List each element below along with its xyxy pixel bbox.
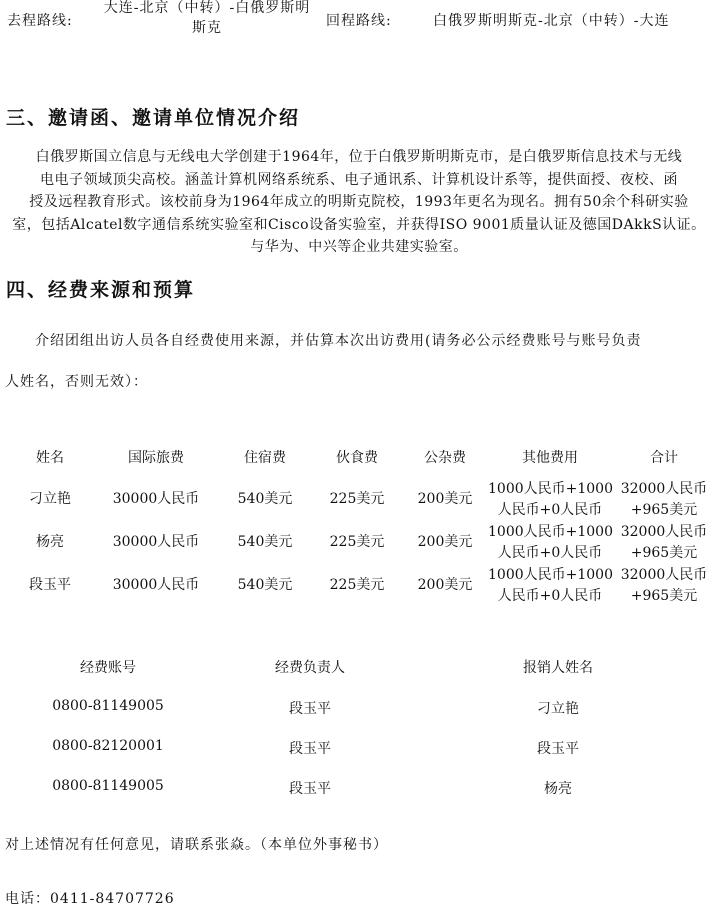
cell-meals: 225美元 [329, 534, 385, 550]
header-name: 姓名 [36, 450, 64, 466]
header-total: 合计 [650, 450, 678, 466]
paragraph-line: 室，包括Alcatel数字通信系统实验室和Cisco设备实验室，并获得ISO 9001质量认证及德国DAkkS认证。 [12, 216, 706, 233]
outbound-route-line2: 斯克 [192, 20, 222, 36]
paragraph-line: 授及远程教育形式。该校前身为1964年成立的明斯克院校，1993年更名为现名。拥有50余个科研实验 [29, 194, 689, 210]
section4-heading: 四、经费来源和预算 [6, 279, 196, 301]
cell-account: 0800-81149005 [52, 698, 164, 714]
header-claimant: 报销人姓名 [523, 660, 593, 676]
cell-total-line2: +965美元 [630, 545, 698, 561]
cell-other-line2: 人民币+0人民币 [497, 502, 603, 518]
cell-travel: 30000人民币 [112, 534, 200, 550]
cell-meals: 225美元 [329, 577, 385, 593]
cell-other-line1: 1000人民币+1000 [488, 567, 613, 583]
cell-total-line1: 32000人民币 [620, 567, 708, 583]
section4-intro-line2: 人姓名，否则无效）： [5, 374, 148, 390]
return-route-label: 回程路线: [326, 13, 392, 29]
cell-name: 杨亮 [36, 534, 64, 550]
cell-other-line2: 人民币+0人民币 [497, 545, 603, 561]
header-manager: 经费负责人 [275, 660, 345, 676]
cell-total-line1: 32000人民币 [620, 524, 708, 540]
cell-lodging: 540美元 [237, 534, 293, 550]
cell-meals: 225美元 [329, 491, 385, 507]
header-account: 经费账号 [80, 660, 136, 676]
header-meals: 伙食费 [336, 450, 378, 466]
cell-claimant: 刁立艳 [537, 701, 579, 717]
paragraph-line: 白俄罗斯国立信息与无线电大学创建于1964年，位于白俄罗斯明斯克市，是白俄罗斯信息技术与无线 [35, 149, 683, 165]
cell-other [488, 522, 612, 564]
cell-account: 0800-82120001 [52, 738, 164, 754]
cell-total-line2: +965美元 [630, 588, 698, 604]
cell-other [488, 565, 612, 607]
cell-lodging: 540美元 [237, 577, 293, 593]
return-route-value: 白俄罗斯明斯克-北京（中转）-大连 [433, 13, 670, 29]
cell-claimant: 段玉平 [537, 741, 579, 757]
contact-note: 对上述情况有任何意见，请联系张焱。（本单位外事秘书） [5, 837, 388, 853]
phone-number: 电话：0411-84707726 [5, 891, 175, 907]
cell-manager: 段玉平 [289, 741, 331, 757]
paragraph-line: 与华为、中兴等企业共建实验室。 [250, 239, 468, 255]
cell-other [488, 479, 612, 521]
cell-manager: 段玉平 [289, 781, 331, 797]
outbound-route-value [94, 0, 320, 38]
cell-manager: 段玉平 [289, 701, 331, 717]
header-lodging: 住宿费 [244, 450, 286, 466]
section4-intro-line1: 介绍团组出访人员各自经费使用来源，并估算本次出访费用(请务必公示经费账号与账号负责 [35, 333, 642, 349]
outbound-route-label: 去程路线: [7, 13, 73, 29]
header-other: 其他费用 [522, 450, 578, 466]
cell-misc: 200美元 [417, 491, 473, 507]
cell-total-line2: +965美元 [630, 502, 698, 518]
cell-name: 刁立艳 [29, 491, 71, 507]
cell-travel: 30000人民币 [112, 491, 200, 507]
cell-lodging: 540美元 [237, 491, 293, 507]
section3-heading: 三、邀请函、邀请单位情况介绍 [6, 107, 301, 129]
cell-claimant: 杨亮 [544, 781, 572, 797]
cell-total [616, 565, 712, 607]
cell-total-line1: 32000人民币 [620, 481, 708, 497]
cell-other-line1: 1000人民币+1000 [488, 524, 613, 540]
paragraph-line: 电电子领域顶尖高校。涵盖计算机网络系统系、电子通讯系、计算机设计系等，提供面授、夜校、函 [40, 171, 678, 188]
header-misc: 公杂费 [424, 450, 466, 466]
cell-name: 段玉平 [29, 577, 71, 593]
cell-account: 0800-81149005 [52, 778, 164, 794]
cell-travel: 30000人民币 [112, 577, 200, 593]
cell-misc: 200美元 [417, 577, 473, 593]
cell-misc: 200美元 [417, 534, 473, 550]
section3-paragraph [2, 146, 716, 259]
header-travel: 国际旅费 [128, 450, 184, 466]
cell-total [616, 479, 712, 521]
cell-other-line2: 人民币+0人民币 [497, 588, 603, 604]
cell-total [616, 522, 712, 564]
outbound-route-line1: 大连-北京（中转）-白俄罗斯明 [103, 0, 311, 16]
cell-other-line1: 1000人民币+1000 [488, 481, 613, 497]
